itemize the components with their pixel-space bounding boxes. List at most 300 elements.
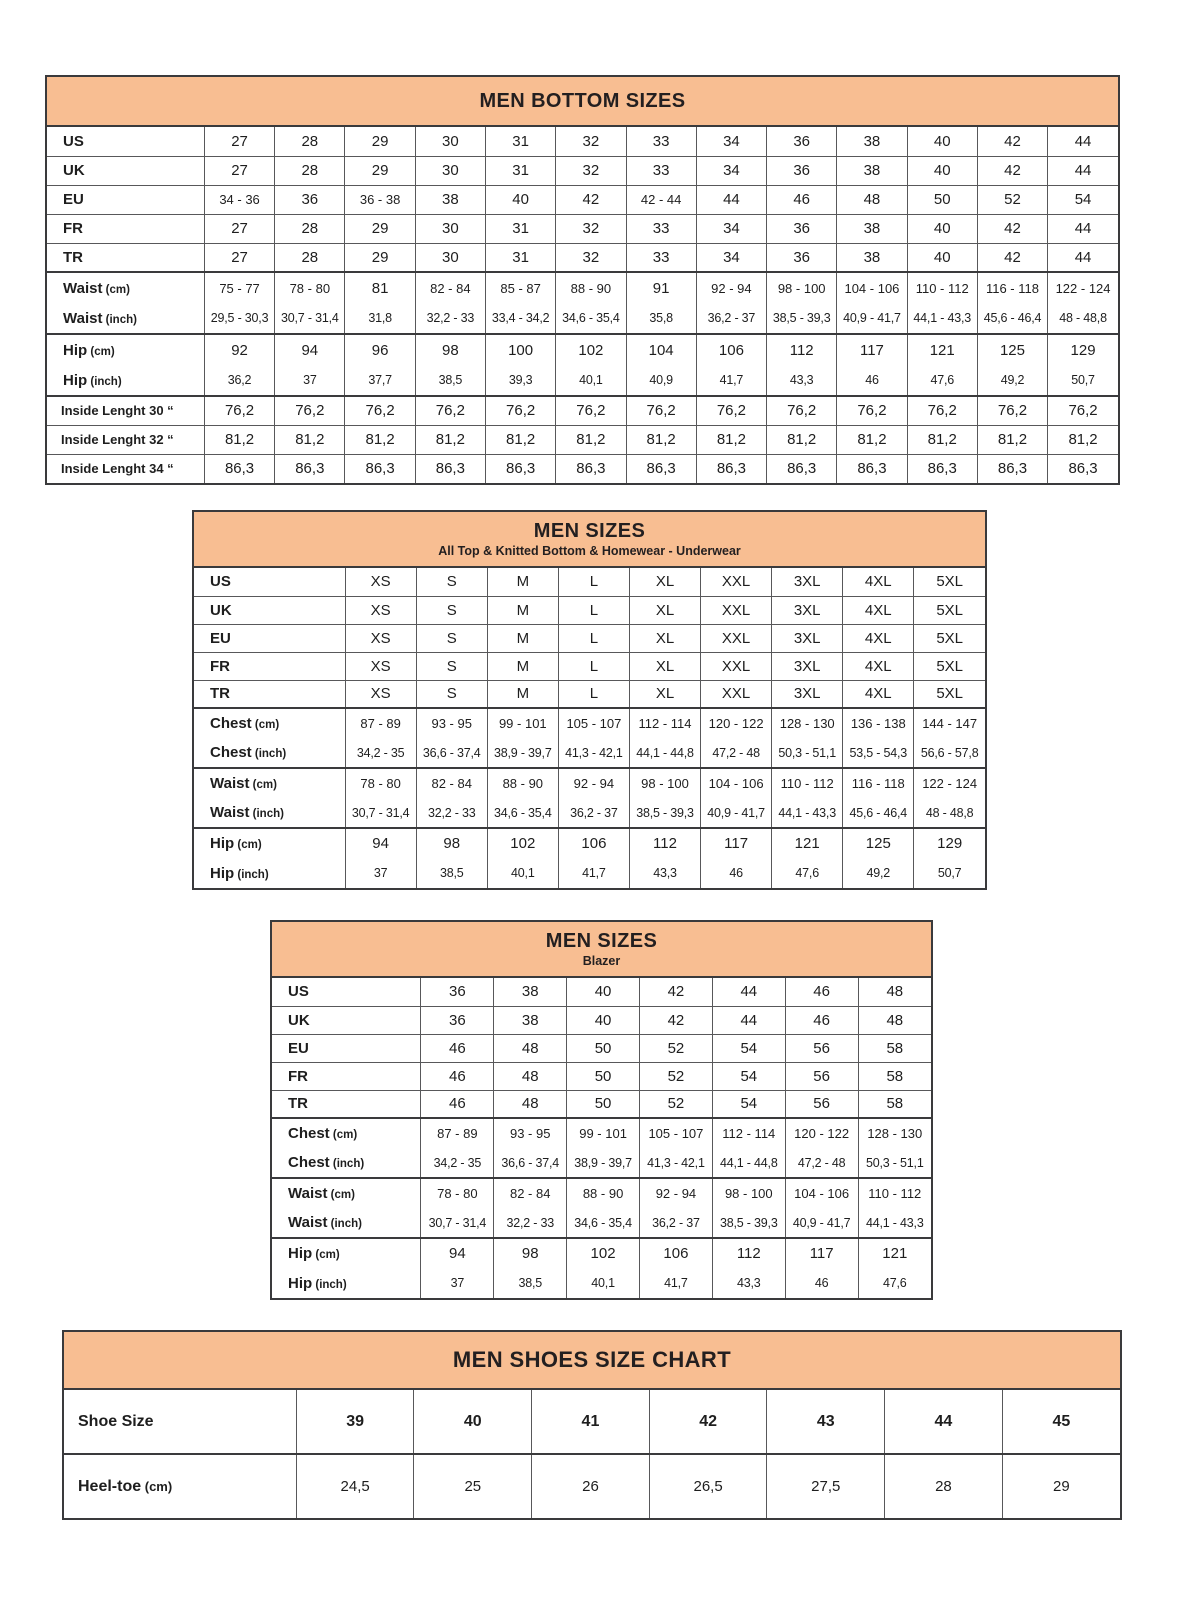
size-cell: 30,7 - 31,4 bbox=[275, 303, 345, 334]
size-cell: 38 bbox=[837, 156, 907, 185]
size-cell: 78 - 80 bbox=[275, 272, 345, 303]
size-cell: 32 bbox=[556, 127, 626, 156]
size-cell: 116 - 118 bbox=[843, 768, 914, 798]
size-cell: 87 - 89 bbox=[345, 708, 416, 738]
size-cell: 40 bbox=[567, 1006, 640, 1034]
row-label bbox=[47, 334, 204, 365]
row-label-text: Chest bbox=[288, 1125, 330, 1142]
size-cell: XL bbox=[629, 624, 700, 652]
size-cell: 76,2 bbox=[345, 396, 415, 425]
size-cell: 45,6 - 46,4 bbox=[843, 798, 914, 828]
size-cell: 86,3 bbox=[977, 454, 1047, 483]
size-cell: 125 bbox=[977, 334, 1047, 365]
size-cell: 3XL bbox=[772, 624, 843, 652]
size-cell: 93 - 95 bbox=[416, 708, 487, 738]
size-cell: 38 bbox=[415, 185, 485, 214]
size-cell: 36 bbox=[767, 243, 837, 272]
size-cell: M bbox=[487, 652, 558, 680]
row-label-unit: (cm) bbox=[102, 283, 130, 296]
size-cell: 32,2 - 33 bbox=[415, 303, 485, 334]
row-label-text: Chest bbox=[210, 744, 252, 761]
row-label-text: Waist bbox=[63, 279, 103, 297]
size-cell: 3XL bbox=[772, 596, 843, 624]
size-cell: 36,6 - 37,4 bbox=[416, 738, 487, 768]
size-cell: 53,5 - 54,3 bbox=[843, 738, 914, 768]
row-label-text: Waist bbox=[210, 804, 250, 821]
row-label bbox=[272, 1238, 421, 1268]
size-cell: 49,2 bbox=[977, 365, 1047, 396]
size-cell: 36 bbox=[421, 1006, 494, 1034]
row-label-unit: (cm) bbox=[312, 1249, 340, 1261]
size-cell: 41,3 - 42,1 bbox=[640, 1148, 713, 1178]
row-label bbox=[47, 127, 204, 156]
size-cell: 76,2 bbox=[485, 396, 555, 425]
size-cell: 28 bbox=[275, 214, 345, 243]
size-cell: 37 bbox=[275, 365, 345, 396]
table-title: MEN SIZES bbox=[533, 520, 646, 542]
size-cell: 98 - 100 bbox=[767, 272, 837, 303]
size-cell: 46 bbox=[421, 1034, 494, 1062]
size-cell: 49,2 bbox=[843, 858, 914, 888]
size-cell: 81,2 bbox=[1048, 425, 1118, 454]
row-label-unit: (inch) bbox=[312, 1278, 347, 1291]
size-cell: 136 - 138 bbox=[843, 708, 914, 738]
table-row bbox=[194, 828, 985, 858]
size-cell: 42 bbox=[977, 243, 1047, 272]
size-cell: 96 bbox=[345, 334, 415, 365]
table-row bbox=[47, 425, 1118, 454]
size-cell: 42 bbox=[640, 1006, 713, 1034]
size-cell: 81,2 bbox=[556, 425, 626, 454]
table-row bbox=[47, 334, 1118, 365]
size-cell: 38 bbox=[837, 243, 907, 272]
table-row bbox=[194, 624, 985, 652]
size-cell: XXL bbox=[701, 652, 772, 680]
size-cell: 32 bbox=[556, 243, 626, 272]
size-cell: 54 bbox=[1048, 185, 1118, 214]
men-sizes-blazer-table bbox=[270, 920, 933, 1300]
size-cell: 122 - 124 bbox=[1048, 272, 1118, 303]
size-cell: 4XL bbox=[843, 624, 914, 652]
size-cell: 41,7 bbox=[640, 1268, 713, 1298]
row-label bbox=[272, 978, 421, 1006]
size-cell: 37 bbox=[345, 858, 416, 888]
size-cell: 25 bbox=[414, 1454, 532, 1518]
size-cell: 36,6 - 37,4 bbox=[494, 1148, 567, 1178]
table-row bbox=[47, 303, 1118, 334]
size-cell: 36 bbox=[767, 156, 837, 185]
row-label-unit: (cm) bbox=[249, 779, 277, 791]
size-cell: 27 bbox=[204, 243, 274, 272]
size-cell: M bbox=[487, 624, 558, 652]
size-cell: 33,4 - 34,2 bbox=[485, 303, 555, 334]
row-label bbox=[194, 652, 345, 680]
size-cell: 31 bbox=[485, 127, 555, 156]
size-cell: 37,7 bbox=[345, 365, 415, 396]
table-title: MEN BOTTOM SIZES bbox=[479, 89, 686, 112]
size-grid bbox=[272, 978, 931, 1298]
size-cell: XXL bbox=[701, 624, 772, 652]
row-label bbox=[47, 425, 204, 454]
size-cell: 112 - 114 bbox=[629, 708, 700, 738]
size-cell: 48 bbox=[858, 1006, 931, 1034]
size-cell: 76,2 bbox=[977, 396, 1047, 425]
size-cell: 47,2 - 48 bbox=[785, 1148, 858, 1178]
size-cell: 38,5 - 39,3 bbox=[629, 798, 700, 828]
row-label-unit: (inch) bbox=[102, 313, 137, 326]
size-cell: 76,2 bbox=[204, 396, 274, 425]
size-cell: 3XL bbox=[772, 680, 843, 708]
size-cell: 35,8 bbox=[626, 303, 696, 334]
size-cell: 28 bbox=[885, 1454, 1003, 1518]
size-cell: 92 bbox=[204, 334, 274, 365]
size-cell: 28 bbox=[275, 127, 345, 156]
size-cell: XS bbox=[345, 624, 416, 652]
size-cell: 34 bbox=[696, 156, 766, 185]
size-cell: 46 bbox=[785, 978, 858, 1006]
row-label-unit: (inch) bbox=[87, 375, 122, 388]
size-cell: 48 - 48,8 bbox=[914, 798, 985, 828]
table-title-band bbox=[194, 512, 985, 568]
size-cell: 50 bbox=[567, 1034, 640, 1062]
size-cell: 106 bbox=[558, 828, 629, 858]
row-label bbox=[194, 768, 345, 798]
size-cell: 106 bbox=[696, 334, 766, 365]
size-cell: 78 - 80 bbox=[345, 768, 416, 798]
size-cell: 81,2 bbox=[485, 425, 555, 454]
size-cell: 50,3 - 51,1 bbox=[772, 738, 843, 768]
size-cell: 76,2 bbox=[837, 396, 907, 425]
table-row bbox=[272, 1062, 931, 1090]
table-title-band bbox=[272, 922, 931, 978]
table-title: MEN SHOES SIZE CHART bbox=[452, 1347, 732, 1372]
size-cell: 50 bbox=[907, 185, 977, 214]
size-cell: 82 - 84 bbox=[416, 768, 487, 798]
row-label bbox=[47, 243, 204, 272]
size-cell: 38,5 bbox=[415, 365, 485, 396]
size-cell: 43 bbox=[767, 1390, 885, 1454]
size-cell: 120 - 122 bbox=[701, 708, 772, 738]
row-label-text: UK bbox=[288, 1011, 310, 1029]
size-cell: 46 bbox=[837, 365, 907, 396]
size-cell: XL bbox=[629, 680, 700, 708]
size-cell: 31 bbox=[485, 156, 555, 185]
row-label bbox=[272, 1034, 421, 1062]
size-cell: 40,1 bbox=[567, 1268, 640, 1298]
size-cell: 44 bbox=[712, 978, 785, 1006]
size-cell: 38 bbox=[837, 127, 907, 156]
row-label bbox=[47, 365, 204, 396]
size-cell: 50 bbox=[567, 1062, 640, 1090]
size-cell: 81,2 bbox=[275, 425, 345, 454]
size-cell: 44,1 - 44,8 bbox=[629, 738, 700, 768]
size-cell: 46 bbox=[701, 858, 772, 888]
size-cell: 36,2 bbox=[204, 365, 274, 396]
size-cell: 87 - 89 bbox=[421, 1118, 494, 1148]
row-label-text: Inside Lenght 32 “ bbox=[61, 432, 174, 447]
size-cell: XL bbox=[629, 596, 700, 624]
size-cell: 5XL bbox=[914, 568, 985, 596]
size-cell: 93 - 95 bbox=[494, 1118, 567, 1148]
row-label bbox=[272, 1268, 421, 1298]
size-cell: 33 bbox=[626, 127, 696, 156]
size-cell: XS bbox=[345, 652, 416, 680]
size-cell: 98 bbox=[416, 828, 487, 858]
size-cell: 86,3 bbox=[1048, 454, 1118, 483]
size-cell: L bbox=[558, 652, 629, 680]
size-cell: S bbox=[416, 652, 487, 680]
size-cell: 42 - 44 bbox=[626, 185, 696, 214]
size-cell: 98 - 100 bbox=[712, 1178, 785, 1208]
size-cell: 46 bbox=[785, 1268, 858, 1298]
table-title-band bbox=[64, 1332, 1120, 1390]
size-cell: 3XL bbox=[772, 568, 843, 596]
size-cell: 76,2 bbox=[907, 396, 977, 425]
row-label-text: EU bbox=[63, 191, 84, 208]
size-cell: 40 bbox=[907, 243, 977, 272]
size-cell: 43,3 bbox=[712, 1268, 785, 1298]
size-cell: 29 bbox=[345, 243, 415, 272]
size-cell: S bbox=[416, 624, 487, 652]
size-cell: 76,2 bbox=[275, 396, 345, 425]
row-label-unit: (inch) bbox=[251, 748, 287, 760]
size-cell: 112 - 114 bbox=[712, 1118, 785, 1148]
row-label bbox=[272, 1090, 421, 1118]
row-label bbox=[272, 1006, 421, 1034]
size-cell: 76,2 bbox=[556, 396, 626, 425]
size-cell: 88 - 90 bbox=[567, 1178, 640, 1208]
size-cell: XXL bbox=[701, 680, 772, 708]
size-cell: 30 bbox=[415, 127, 485, 156]
size-cell: 76,2 bbox=[626, 396, 696, 425]
size-cell: 29 bbox=[1002, 1454, 1120, 1518]
size-cell: 110 - 112 bbox=[772, 768, 843, 798]
size-grid bbox=[64, 1390, 1120, 1518]
table-row bbox=[194, 768, 985, 798]
table-row bbox=[194, 680, 985, 708]
size-grid bbox=[194, 568, 985, 888]
size-cell: 42 bbox=[977, 127, 1047, 156]
size-cell: 4XL bbox=[843, 652, 914, 680]
size-cell: M bbox=[487, 680, 558, 708]
size-cell: 40,9 - 41,7 bbox=[701, 798, 772, 828]
size-cell: 48 bbox=[858, 978, 931, 1006]
size-cell: 29 bbox=[345, 214, 415, 243]
row-label-text: EU bbox=[288, 1039, 309, 1057]
row-label-text: Waist bbox=[288, 1185, 328, 1202]
table-row bbox=[47, 272, 1118, 303]
size-cell: 92 - 94 bbox=[696, 272, 766, 303]
table-title: MEN SIZES bbox=[545, 930, 658, 952]
table-row bbox=[194, 568, 985, 596]
size-cell: 39 bbox=[296, 1390, 414, 1454]
size-cell: 54 bbox=[712, 1062, 785, 1090]
row-label-unit: (cm) bbox=[251, 719, 280, 731]
size-cell: 36 bbox=[275, 185, 345, 214]
size-cell: 86,3 bbox=[837, 454, 907, 483]
table-row bbox=[194, 652, 985, 680]
table-row bbox=[47, 365, 1118, 396]
size-cell: 47,6 bbox=[907, 365, 977, 396]
size-cell: 44 bbox=[1048, 243, 1118, 272]
size-cell: 56 bbox=[785, 1062, 858, 1090]
size-cell: 98 - 100 bbox=[629, 768, 700, 798]
size-cell: 46 bbox=[421, 1090, 494, 1118]
size-cell: 44 bbox=[1048, 156, 1118, 185]
size-cell: 40,9 bbox=[626, 365, 696, 396]
size-cell: 24,5 bbox=[296, 1454, 414, 1518]
size-cell: 129 bbox=[914, 828, 985, 858]
size-cell: 112 bbox=[712, 1238, 785, 1268]
size-cell: 116 - 118 bbox=[977, 272, 1047, 303]
row-label-text: Waist bbox=[63, 309, 103, 327]
row-label bbox=[47, 214, 204, 243]
size-cell: 30 bbox=[415, 214, 485, 243]
row-label bbox=[272, 1178, 421, 1208]
size-cell: 40 bbox=[485, 185, 555, 214]
size-cell: 29 bbox=[345, 127, 415, 156]
size-cell: 38,9 - 39,7 bbox=[487, 738, 558, 768]
size-cell: L bbox=[558, 568, 629, 596]
size-cell: 81,2 bbox=[977, 425, 1047, 454]
size-cell: 94 bbox=[275, 334, 345, 365]
size-cell: XL bbox=[629, 652, 700, 680]
size-cell: 86,3 bbox=[345, 454, 415, 483]
row-label bbox=[47, 185, 204, 214]
table-row bbox=[194, 798, 985, 828]
size-cell: 34,6 - 35,4 bbox=[556, 303, 626, 334]
size-cell: 58 bbox=[858, 1090, 931, 1118]
size-cell: 144 - 147 bbox=[914, 708, 985, 738]
size-cell: 4XL bbox=[843, 680, 914, 708]
size-cell: 56 bbox=[785, 1034, 858, 1062]
size-cell: 86,3 bbox=[907, 454, 977, 483]
size-cell: 129 bbox=[1048, 334, 1118, 365]
size-cell: 47,6 bbox=[772, 858, 843, 888]
row-label bbox=[194, 708, 345, 738]
size-cell: 76,2 bbox=[767, 396, 837, 425]
table-row bbox=[47, 454, 1118, 483]
size-cell: 102 bbox=[487, 828, 558, 858]
row-label bbox=[47, 156, 204, 185]
table-row bbox=[272, 1238, 931, 1268]
size-cell: 47,2 - 48 bbox=[701, 738, 772, 768]
size-cell: 34 bbox=[696, 243, 766, 272]
size-cell: 32 bbox=[556, 156, 626, 185]
size-cell: XL bbox=[629, 568, 700, 596]
size-cell: 120 - 122 bbox=[785, 1118, 858, 1148]
row-label-text: Hip bbox=[288, 1274, 313, 1292]
size-cell: 76,2 bbox=[1048, 396, 1118, 425]
size-cell: 33 bbox=[626, 156, 696, 185]
size-cell: 48 bbox=[494, 1090, 567, 1118]
size-cell: 81,2 bbox=[907, 425, 977, 454]
size-cell: 52 bbox=[640, 1034, 713, 1062]
size-cell: 99 - 101 bbox=[487, 708, 558, 738]
row-label bbox=[194, 568, 345, 596]
size-cell: 52 bbox=[977, 185, 1047, 214]
size-cell: 44,1 - 43,3 bbox=[772, 798, 843, 828]
row-label-text: Hip bbox=[63, 341, 88, 359]
size-cell: 88 - 90 bbox=[487, 768, 558, 798]
size-cell: 40,1 bbox=[487, 858, 558, 888]
size-cell: 75 - 77 bbox=[204, 272, 274, 303]
size-cell: 41,7 bbox=[558, 858, 629, 888]
size-cell: 106 bbox=[640, 1238, 713, 1268]
row-label-text: Hip bbox=[210, 835, 235, 852]
size-cell: 39,3 bbox=[485, 365, 555, 396]
size-cell: 76,2 bbox=[696, 396, 766, 425]
size-cell: 56,6 - 57,8 bbox=[914, 738, 985, 768]
row-label-text: FR bbox=[63, 220, 83, 237]
size-cell: XXL bbox=[701, 568, 772, 596]
size-cell: 5XL bbox=[914, 624, 985, 652]
size-cell: 81,2 bbox=[767, 425, 837, 454]
size-cell: 50 bbox=[567, 1090, 640, 1118]
table-row bbox=[47, 156, 1118, 185]
row-label-unit: (cm) bbox=[141, 1478, 173, 1494]
table-row bbox=[272, 978, 931, 1006]
size-cell: 29,5 - 30,3 bbox=[204, 303, 274, 334]
size-cell: 100 bbox=[485, 334, 555, 365]
size-cell: 121 bbox=[858, 1238, 931, 1268]
size-cell: 42 bbox=[640, 978, 713, 1006]
size-cell: L bbox=[558, 680, 629, 708]
size-cell: 5XL bbox=[914, 596, 985, 624]
table-subtitle: All Top & Knitted Bottom & Homewear - Underwear bbox=[438, 544, 741, 558]
row-label-text: Hip bbox=[210, 864, 235, 882]
row-label bbox=[194, 596, 345, 624]
size-cell: 44 bbox=[696, 185, 766, 214]
size-cell: 3XL bbox=[772, 652, 843, 680]
size-cell: 40,9 - 41,7 bbox=[785, 1208, 858, 1238]
size-cell: 47,6 bbox=[858, 1268, 931, 1298]
size-cell: 86,3 bbox=[204, 454, 274, 483]
size-cell: 38,5 bbox=[494, 1268, 567, 1298]
size-cell: 40,1 bbox=[556, 365, 626, 396]
row-label bbox=[194, 798, 345, 828]
row-label-text: FR bbox=[210, 657, 230, 675]
size-cell: 102 bbox=[556, 334, 626, 365]
table-row bbox=[47, 127, 1118, 156]
size-cell: 86,3 bbox=[556, 454, 626, 483]
size-cell: 40,9 - 41,7 bbox=[837, 303, 907, 334]
size-cell: 88 - 90 bbox=[556, 272, 626, 303]
table-row bbox=[272, 1006, 931, 1034]
size-cell: 94 bbox=[345, 828, 416, 858]
size-grid bbox=[47, 127, 1118, 483]
size-cell: 32 bbox=[556, 214, 626, 243]
size-cell: 30,7 - 31,4 bbox=[421, 1208, 494, 1238]
size-cell: 27 bbox=[204, 156, 274, 185]
size-cell: 105 - 107 bbox=[640, 1118, 713, 1148]
row-label-text: Chest bbox=[288, 1154, 330, 1171]
size-cell: XXL bbox=[701, 596, 772, 624]
table-row bbox=[47, 185, 1118, 214]
size-cell: 30,7 - 31,4 bbox=[345, 798, 416, 828]
size-cell: 26,5 bbox=[649, 1454, 767, 1518]
size-cell: 27 bbox=[204, 214, 274, 243]
row-label bbox=[47, 396, 204, 425]
size-cell: 44 bbox=[712, 1006, 785, 1034]
size-cell: 85 - 87 bbox=[485, 272, 555, 303]
size-cell: 36,2 - 37 bbox=[558, 798, 629, 828]
size-cell: 46 bbox=[421, 1062, 494, 1090]
row-label bbox=[47, 454, 204, 483]
table-row bbox=[194, 738, 985, 768]
size-cell: 98 bbox=[415, 334, 485, 365]
size-cell: 91 bbox=[626, 272, 696, 303]
